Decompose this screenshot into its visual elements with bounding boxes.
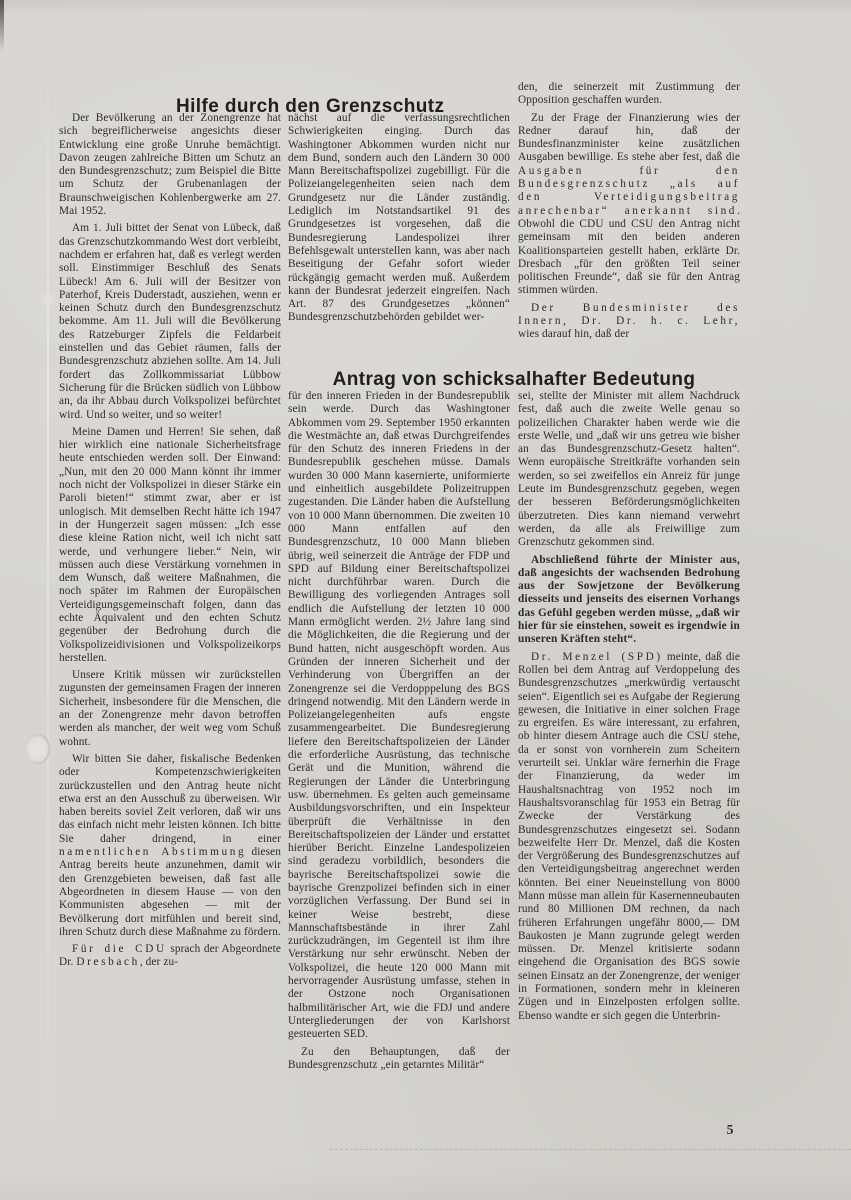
letterspaced-text: namentlichen Abstimmung <box>59 846 247 859</box>
letterspaced-text: Dresbach <box>76 956 140 969</box>
column-2-lower <box>288 390 510 1112</box>
text-segment: Abschließend führte der Minister aus, daß angesichts der wachsenden Bedrohung aus der Sowjetzone der Bevölkerung diesseits und jenseits des eisernen Vorhangs das Gefühl gegeben werden müsse, „daß wir hier für sie einstehen, soweit es irgendwie in unseren Kräften steht“. <box>518 553 740 646</box>
paragraph <box>518 302 740 342</box>
paragraph <box>518 81 740 108</box>
text-segment: Zu der Frage der Finanzierung wies der Redner darauf hin, daß der Bundesfinanzminister keine zusätzlichen Ausgaben bewillige. Es stehe aber fest, daß die <box>518 111 740 164</box>
text-segment: diesen Antrag bereits heute anzunehmen, damit wir den Grenzgebieten beweisen, daß fast alle Abgeordneten in diesem Hause — von den Kommunisten abgesehen — mit der Bevölkerung dort mitfühlen und bereit sind, ihren Schutz durch diese Maßnahme zu fördern. <box>59 846 281 938</box>
paragraph <box>288 1046 510 1073</box>
letterspaced-text: Für die CDU <box>72 943 167 956</box>
text-segment: sprach der Abgeordnete Dr. <box>59 943 281 969</box>
text-segment: Wir bitten Sie daher, fiskalische Bedenken oder Kompetenzschwierigkeiten zurückzustellen und den Antrag heute nicht etwa erst an den Ausschuß zu überweisen. Wir haben bereits soviel Zeit verloren, daß wir uns das einfach nicht mehr leisten können. Ich bitte Sie daher dringend, in einer <box>59 752 281 845</box>
text-segment: sei, stellte der Minister mit allem Nachdruck fest, daß auch die zweite Welle genau so polizeilichen Charakter haben werde wie die erste Welle, und „daß wir uns getreu wie bisher an das Bundesgrenzschutz-Gesetz halten“. Wenn europäische Streitkräfte vorhanden sein werden, so sei zweifellos ein Anreiz für junge Leute im Bundesgrenzschutz gegeben, wegen der besseren Beförderungsmöglichkeiten überzutreten. Dies kann niemand verwehrt werden, da alle als Freiwillige zum Grenzschutz gekommen sind. <box>518 390 740 549</box>
text-segment: meinte, daß die Rollen bei dem Antrag auf Verdoppelung des Bundesgrenzschutzes „merkwürdig vertauscht seien“. Eigentlich sei es Aufgabe der Regierung gewesen, die Initiative in einer solchen Frage zu ergreifen. Es wäre interessant, zu erfahren, ob hinter diesem Antrage auch die CSU stehe, da er sonst von vornherein zum Scheitern verurteilt sei. Unklar wäre fernerhin die Frage der Finanzierung, da weder im Haushaltsnachtrag von 1952 noch im Haushaltsvoranschlag für 1953 ein Betrag für Zwecke der Verstärkung des Bundesgrenzschutzes eingesetzt sei. Sodann bezweifelte Herr Dr. Menzel, daß die Kosten der Vergrößerung des Bundesgrenzschutzes auf den Verteidigungsbeitrag angerechnet werden könnten. Bei einer Neueinstellung von 8000 Mann müsse man allein für Kasernenneubauten rund 80 Millionen DM rechnen, da nach früheren Erfahrungen ungefähr 8000,— DM Baukosten je Mann zugrunde gelegt werden müssen. Dr. Menzel kritisierte sodann eingehend die Organisation des BGS sowie seinen Einsatz an der Zonengrenze, der weniger in Formationen, sondern mehr in kleineren Zügen und in Einzelposten erfolgen sollte. Ebenso wandte er sich gegen die Unterbrin- <box>518 650 740 1022</box>
fold-crease-line <box>330 1149 851 1150</box>
text-segment: , der zu- <box>139 956 179 969</box>
text-segment: nächst auf die verfassungsrechtlichen Schwierigkeiten einging. Durch das Washingtoner Abkommen wurden nicht nur dem Bund, sondern auch den Ländern 30 000 Mann Bereitschaftspolizei zugebilligt. Für die Polizeiangelegenheiten seien nach dem Grundgesetz nur die Länder zuständig. Lediglich im Notstandsartikel 91 des Grundgesetzes ist vorgesehen, daß die Bundesregierung Landespolizei ihrer Befehlsgewalt unterstellen kann, was aber nach Beseitigung der Gefahr sofort wieder rückgängig gemacht werden muß. Außerdem kann der Bundesrat jederzeit eingreifen. Nach Art. 87 des Grundgesetzes „können“ Bundesgrenzschutzbehörden gebildet wer- <box>288 112 510 324</box>
letterspaced-text: Dr. Menzel (SPD) <box>531 650 663 663</box>
page-number: 5 <box>726 1122 734 1137</box>
punch-hole <box>40 290 56 310</box>
paper-fold-shadow <box>47 60 49 1140</box>
text-segment: Unsere Kritik müssen wir zurückstellen zugunsten der gemeinsamen Fragen der inneren Sicherheit, insbesondere für die Menschen, die an der Zonengrenze mehr davon betroffen werden als mancher, der weit weg vom Schuß wohnt. <box>59 669 281 748</box>
article-headline-antrag: Antrag von schicksalhafter Bedeutung <box>332 368 696 390</box>
paragraph <box>59 426 281 665</box>
article-headline-grenzschutz: Hilfe durch den Grenzschutz <box>176 95 445 117</box>
column-3-lower <box>518 390 740 1142</box>
punch-hole <box>26 734 50 764</box>
paragraph <box>59 222 281 421</box>
paragraph <box>59 753 281 939</box>
text-segment: Meine Damen und Herren! Sie sehen, daß hier wirklich eine nationale Sicherheitsfrage heute entschieden werden soll. Der Einwand: „Nun, mit den 20 000 Mann könnt ihr immer noch nicht der Volkspolizei in dieser Stärke ein Paroli bieten!“ stimmt zwar, aber er ist unlogisch. Mit demselben Recht hätte ich 1947 in der Hungerzeit sagen müssen: „Ich esse diese kleine Ration nicht, weil ich nicht satt werde, und verhungere lieber.“ Nein, wir müssen auch diese Verstärkung vornehmen in dem Wunsch, daß weitere Maßnahmen, die noch später im Rahmen der Europäischen Verteidigungsgemeinschaft folgen, dann das echte Äquivalent und den echten Schutz gegenüber der Bedrohung durch die Volkspolizeidivisionen und Volkspolizeikorps herstellen. <box>59 425 281 664</box>
paragraph <box>288 390 510 1042</box>
paragraph <box>288 112 510 325</box>
column-1 <box>59 112 281 1082</box>
paragraph <box>59 669 281 749</box>
letterspaced-text: Der Bundesminister des Innern, Dr. Dr. h. c. Lehr, <box>518 301 740 328</box>
scan-edge-artifact <box>0 0 4 52</box>
text-segment: Am 1. Juli bittet der Senat von Lübeck, daß das Grenzschutzkommando West dort verbleibt, nachdem er erfahren hat, daß es verlegt werden soll. Einstimmiger Beschluß des Senats Lübeck! Am 6. Juli will der Besitzer von Paterhof, Kreis Duderstadt, ausziehen, wenn er keinen Schutz durch den Bundesgrenzschutz bekomme. Am 11. Juli will die Bevölkerung des Ratzeburger Zipfels die Feldarbeit einstellen und das Gebiet räumen, falls der Bundesgrenzschutz abziehen sollte. Am 14. Juli fordert das Zollkommissariat Lübbow Sicherung für die Brücken südlich von Lübbow an, da ihr Abbau durch Volkspolizei befürchtet wird. Und so weiter, und so weiter! <box>59 222 281 421</box>
paragraph <box>59 943 281 970</box>
text-segment: Der Bevölkerung an der Zonengrenze hat sich begreiflicherweise angesichts dieser Entwicklung eine große Unruhe bemächtigt. Davon zeugen zahlreiche Bitten um Schutz an den Bundesgrenzschutz; zum Beispiel die Bitte um Schutz der Grubenanlagen der Braunschweigischen Kohlenbergwerke am 27. Mai 1952. <box>59 112 281 218</box>
paragraph <box>518 112 740 298</box>
letterspaced-text: Ausgaben für den Bundesgrenzschutz „als auf den Verteidigungsbeitrag anrechenbar“ anerkannt sind <box>518 164 740 217</box>
column-2-upper <box>288 112 510 356</box>
text-segment: den, die seinerzeit mit Zustimmung der Opposition geschaffen wurden. <box>518 81 740 107</box>
text-segment: wies darauf hin, daß der <box>518 328 630 341</box>
paragraph <box>518 390 740 550</box>
paragraph <box>59 112 281 218</box>
text-segment: . Obwohl die CDU und CSU den Antrag nicht gemeinsam mit den beiden anderen Koalitionsparteien gestellt haben, erklärte Dr. Dresbach „für den größten Teil seiner politischen Freunde“, daß sie für den Antrag stimmen würden. <box>518 204 740 297</box>
text-segment: Zu den Behauptungen, daß der Bundesgrenzschutz „ein getarntes Militär“ <box>288 1045 510 1071</box>
column-3-upper <box>518 81 740 355</box>
paragraph <box>518 651 740 1023</box>
paragraph <box>518 554 740 647</box>
text-segment: für den inneren Frieden in der Bundesrepublik sein werde. Durch das Washingtoner Abkommen vom 29. September 1950 erkannten die Westmächte an, daß etwas Durchgreifendes für den Schutz des inneren Friedens in der Bundesrepublik geschehen müsse. Damals wurden 30 000 Mann kasernierte, uniformierte und einheitlich ausgebildete Polizeitruppen zugestanden. Die Länder haben die Aufstellung von 10 000 Mann übernommen. Die zweiten 10 000 Mann entfallen auf den Bundesgrenzschutz, 10 000 Mann blieben übrig, weil seinerzeit die Anträge der FDP und SPD auf Bildung einer Bereitschaftspolizei nicht durchführbar waren. Durch die Bewilligung des vorliegenden Antrages soll endlich die Aufstellung der letzten 10 000 Mann ermöglicht werden. 2½ Jahre lang sind die Möglichkeiten, die die Regierung und der Bund hatten, nicht ausgeschöpft worden. Aus Gründen der inneren Sicherheit und der Verhinderung von Übergriffen an der Zonengrenze sei die Verdopppelung des BGS dringend notwendig. Mit den Ländern werde in Polizeiangelegenheiten aufs engste zusammengearbeitet. Die Bundesregierung liefere den Bereitschaftspolizeien der Länder die erforderliche Ausrüstung, das technische Gerät und die Munition, während die Regierungen der Länder die Unterbringung usw. übernehmen. Es gelten auch gemeinsame Ausbildungsvorschriften, und ein Inspekteur überprüft die Verhältnisse in den Bereitschaftspolizeien der Länder und erstattet hierüber Bericht. Einzelne Landespolizeien sind geradezu vorbildlich, besonders die bayrische Bereitschaftspolizei sowie die bayrische Grenzpolizei befinden sich in einer vorzüglichen Verfassung. Der Bund sei in keiner Weise bestrebt, diese Mannschaftsbestände in ihrer Zahl zurückzudrängen, im Gegenteil ist ihm ihre Verstärkung nur sehr erwünscht. Neben der Volkspolizei, die heute 120 000 Mann mit hervorragender Ausrüstung umfasse, stehen in der Ostzone noch Organisationen halbmilitärischer Art, wie die FDJ und andere Untergliederungen der von Karlshorst gesteuerten SED. <box>288 390 510 1041</box>
